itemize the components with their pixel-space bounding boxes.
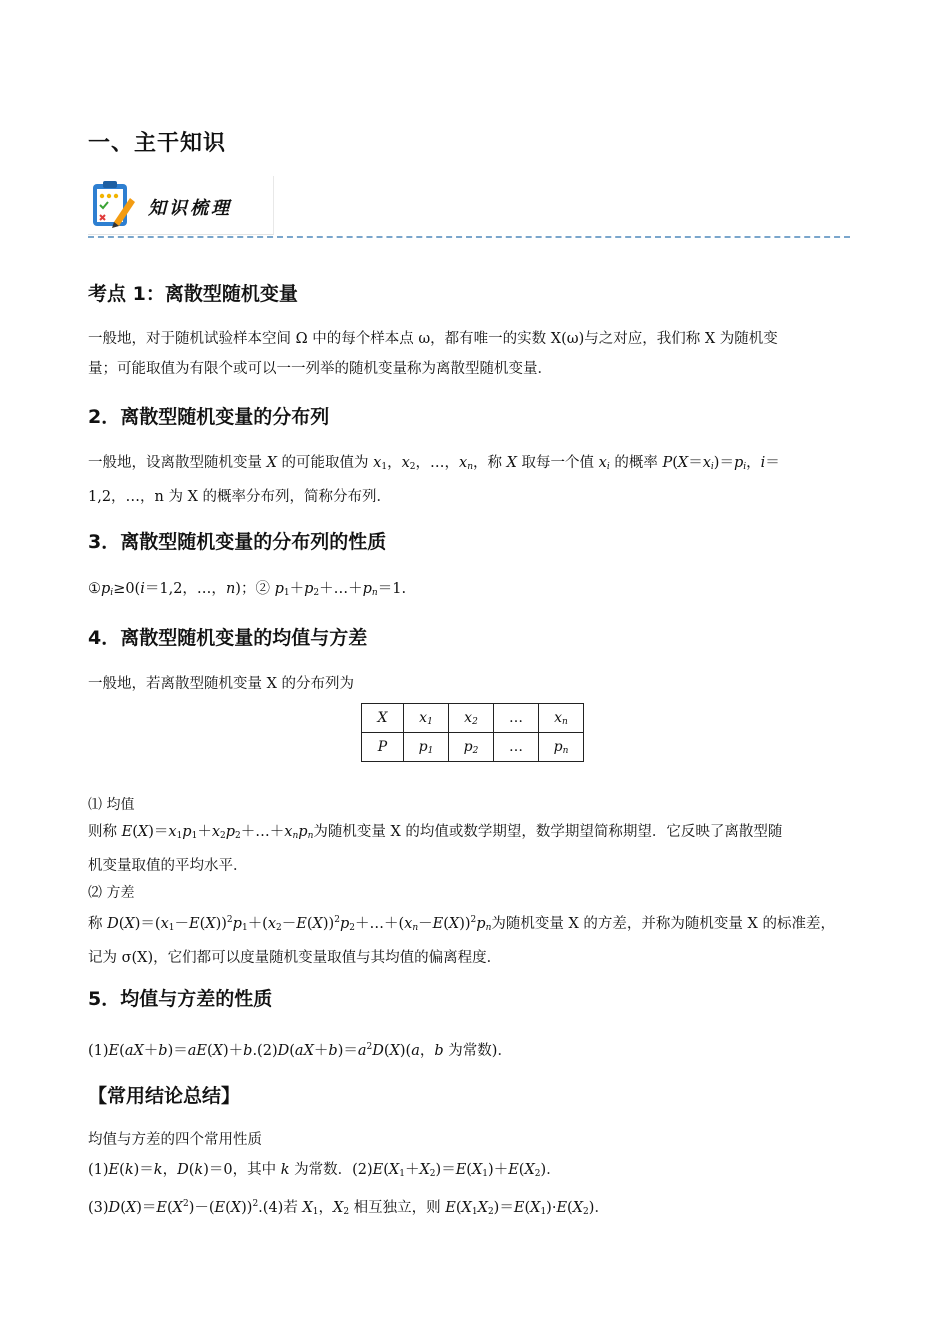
variance-line1: 称 $D(X)=(x_1-E(X))^2p_1+(x_2-E(X))^2p_2+\dots+(x_n-E(X))^2p_n$为随机变量 X 的方差，并称为随机变量 X 的标准差， <box>88 915 835 933</box>
table-cell: $p_1$ <box>404 733 449 762</box>
k3-heading: 3．离散型随机变量的分布列的性质 <box>88 531 387 553</box>
table-cell: $x_n$ <box>539 704 584 733</box>
mean-line2: 机变量取值的平均水平． <box>88 858 248 874</box>
variance-paragraph <box>88 905 868 973</box>
table-cell: X <box>362 704 404 733</box>
table-cell: … <box>494 704 539 733</box>
k2-line2: 1,2，…，n 为 X 的概率分布列，简称分布列． <box>88 489 392 505</box>
variance-line2: 记为 σ(X)，它们都可以度量随机变量取值与其均值的偏离程度． <box>88 950 502 966</box>
table-row <box>362 733 584 762</box>
k2-paragraph <box>88 448 868 512</box>
k5-heading: 5．均值与方差的性质 <box>88 988 273 1010</box>
summary-line2: $(3)D(X)=E(X^2)-(E(X))^2.(4)$若 $X_1$，$X_2$ 相互独立，则 $E(X_1X_2)=E(X_1)\cdot E(X_2)$． <box>88 1199 609 1217</box>
table-cell: $x_2$ <box>449 704 494 733</box>
k4-heading: 4．离散型随机变量的均值与方差 <box>88 627 368 649</box>
k4-intro: 一般地，若离散型随机变量 X 的分布列为 <box>88 676 355 692</box>
distribution-table <box>361 703 584 762</box>
variance-label: ⑵ 方差 <box>88 885 135 901</box>
table-cell: $x_1$ <box>404 704 449 733</box>
knowledge-banner <box>88 176 274 235</box>
summary-paragraph <box>88 1125 868 1227</box>
summary-heading: 【常用结论总结】 <box>88 1085 241 1107</box>
k3-text: $①p_i\ge 0(i=1,2$，…，n)；② $p_1+p_2+\dots+p_n=1$. <box>88 581 407 598</box>
k2-heading: 2．离散型随机变量的分布列 <box>88 406 330 428</box>
k1-heading: 考点 1：离散型随机变量 <box>88 283 298 305</box>
table-cell: $p_2$ <box>449 733 494 762</box>
mean-line1: 则称 $E(X)=x_1p_1+x_2p_2+\dots+x_np_n$为随机变量 X 的均值或数学期望，数学期望简称期望．它反映了离散型随 <box>88 824 783 841</box>
banner-label: 知识梳理 <box>148 198 232 219</box>
k1-paragraph <box>88 324 868 384</box>
table-cell: … <box>494 733 539 762</box>
divider <box>88 236 850 238</box>
mean-label: ⑴ 均值 <box>88 797 135 813</box>
table-cell: $p_n$ <box>539 733 584 762</box>
section-title: 一、主干知识 <box>88 131 227 156</box>
k1-line2: 量；可能取值为有限个或可以一一列举的随机变量称为离散型随机变量． <box>88 361 552 377</box>
table-row <box>362 704 584 733</box>
clipboard-pencil-icon <box>90 178 140 232</box>
k5-text: $(1)E(aX+b)=aE(X)+b.(2)D(aX+b)=a^2D(X)(a$，b 为常数)． <box>88 1042 512 1059</box>
table-cell: P <box>362 733 404 762</box>
mean-paragraph <box>88 817 868 881</box>
summary-line1: (1)E(k)＝k，D(k)＝0，其中 k 为常数．$(2)E(X_1+X_2)=E(X_1)+E(X_2)$． <box>88 1162 561 1179</box>
k1-line1: 一般地，对于随机试验样本空间 Ω 中的每个样本点 ω，都有唯一的实数 X(ω)与之对应，我们称 X 为随机变 <box>88 331 778 347</box>
k2-line1: 一般地，设离散型随机变量 X 的可能取值为 $x_1$，$x_2$，…，$x_n$，称 X 取每一个值 $x_i$ 的概率 $P(X=x_i)=p_i$，i＝ <box>88 455 780 472</box>
summary-intro: 均值与方差的四个常用性质 <box>88 1132 262 1148</box>
